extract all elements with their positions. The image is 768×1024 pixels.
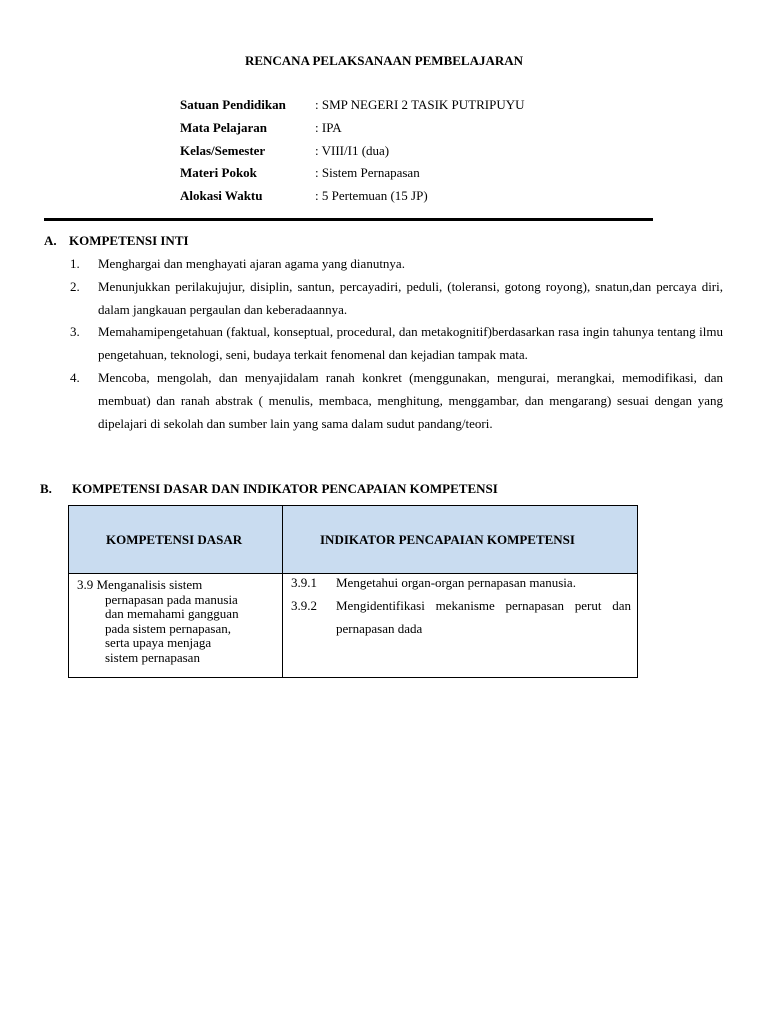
column-header-label: KOMPETENSI DASAR bbox=[106, 531, 243, 547]
divider bbox=[44, 218, 653, 221]
indicator-text: Mengidentifikasi mekanisme pernapasan perut dan pernapasan dada bbox=[336, 598, 631, 636]
item-number: 4. bbox=[70, 370, 80, 385]
kd-cell bbox=[69, 574, 283, 678]
meta-value: : VIII/I1 (dua) bbox=[315, 143, 390, 158]
indicator-cell bbox=[283, 574, 638, 678]
meta-value: : SMP NEGERI 2 TASIK PUTRIPUYU bbox=[315, 97, 525, 112]
item-number: 1. bbox=[70, 256, 80, 271]
meta-label: Alokasi Waktu bbox=[180, 188, 263, 203]
meta-row-mapel bbox=[180, 120, 600, 140]
section-title: KOMPETENSI INTI bbox=[69, 233, 189, 248]
indicator-item bbox=[291, 594, 631, 640]
list-item bbox=[70, 366, 723, 458]
meta-value: : 5 Pertemuan (15 JP) bbox=[315, 188, 428, 203]
kd-line: Menganalisis sistem bbox=[96, 577, 203, 592]
indicator-text: Mengetahui organ-organ pernapasan manusia. bbox=[336, 575, 576, 590]
meta-row-alokasi bbox=[180, 188, 600, 208]
kd-line: serta upaya menjaga bbox=[105, 635, 212, 650]
column-header bbox=[283, 506, 638, 574]
meta-value: : Sistem Pernapasan bbox=[315, 165, 420, 180]
section-a-heading bbox=[44, 233, 694, 251]
kd-number: 3.9 bbox=[77, 577, 94, 592]
meta-value: : IPA bbox=[315, 120, 342, 135]
item-number: 2. bbox=[70, 279, 80, 294]
indicator-number: 3.9.2 bbox=[291, 598, 317, 613]
meta-label: Mata Pelajaran bbox=[180, 120, 268, 135]
item-text: Menunjukkan perilakujujur, disiplin, santun, percayadiri, peduli, (toleransi, gotong royong), snatun,dan percaya diri, dalam jangkauan pergaulan dan keberadaannya. bbox=[98, 279, 723, 317]
section-letter: A. bbox=[44, 233, 57, 248]
meta-label: Materi Pokok bbox=[180, 165, 257, 180]
section-title: KOMPETENSI DASAR DAN INDIKATOR PENCAPAIAN KOMPETENSI bbox=[72, 481, 498, 496]
kd-line: pada sistem pernapasan, bbox=[105, 620, 231, 636]
item-number: 3. bbox=[70, 324, 80, 339]
meta-label: Satuan Pendidikan bbox=[180, 97, 286, 112]
document-title: RENCANA PELAKSANAAN PEMBELAJARAN bbox=[244, 53, 524, 68]
column-header bbox=[69, 506, 283, 574]
kd-line: pernapasan pada manusia bbox=[105, 591, 238, 607]
meta-label: Kelas/Semester bbox=[180, 143, 266, 158]
item-text: Memahamipengetahuan (faktual, konseptual, procedural, dan metakognitif)berdasarkan rasa ingin tahunya tentang ilmu pengetahuan, teknologi, seni, budaya terkait fenomenal dan kejadian tampak mata. bbox=[98, 324, 723, 362]
meta-row-kelas bbox=[180, 143, 600, 163]
meta-row-satuan bbox=[180, 97, 600, 117]
list-item bbox=[70, 252, 723, 275]
table-header-row bbox=[69, 506, 638, 574]
kd-line: dan memahami gangguan bbox=[105, 606, 239, 621]
list-item bbox=[70, 320, 723, 366]
competency-table bbox=[68, 505, 638, 678]
table-row bbox=[69, 574, 638, 678]
section-letter: B. bbox=[40, 481, 52, 496]
item-text: Mencoba, mengolah, dan menyajidalam ranah konkret (menggunakan, mengurai, merangkai, memodifikasi, dan membuat) dan ranah abstrak ( menulis, membaca, menghitung, menggambar, dan mengarang) sesuai dengan yang dipelajari di sekolah dan sumber lain yang sama dalam sudut pandang/teori. bbox=[98, 370, 723, 431]
indicator-item bbox=[291, 571, 631, 594]
indicator-number: 3.9.1 bbox=[291, 575, 317, 590]
item-text: Menghargai dan menghayati ajaran agama yang dianutnya. bbox=[98, 256, 405, 271]
meta-row-materi bbox=[180, 165, 600, 185]
kd-line: sistem pernapasan bbox=[105, 649, 200, 665]
list-item bbox=[70, 275, 723, 321]
section-b-heading bbox=[40, 481, 740, 499]
column-header-label: INDIKATOR PENCAPAIAN KOMPETENSI bbox=[320, 531, 575, 547]
